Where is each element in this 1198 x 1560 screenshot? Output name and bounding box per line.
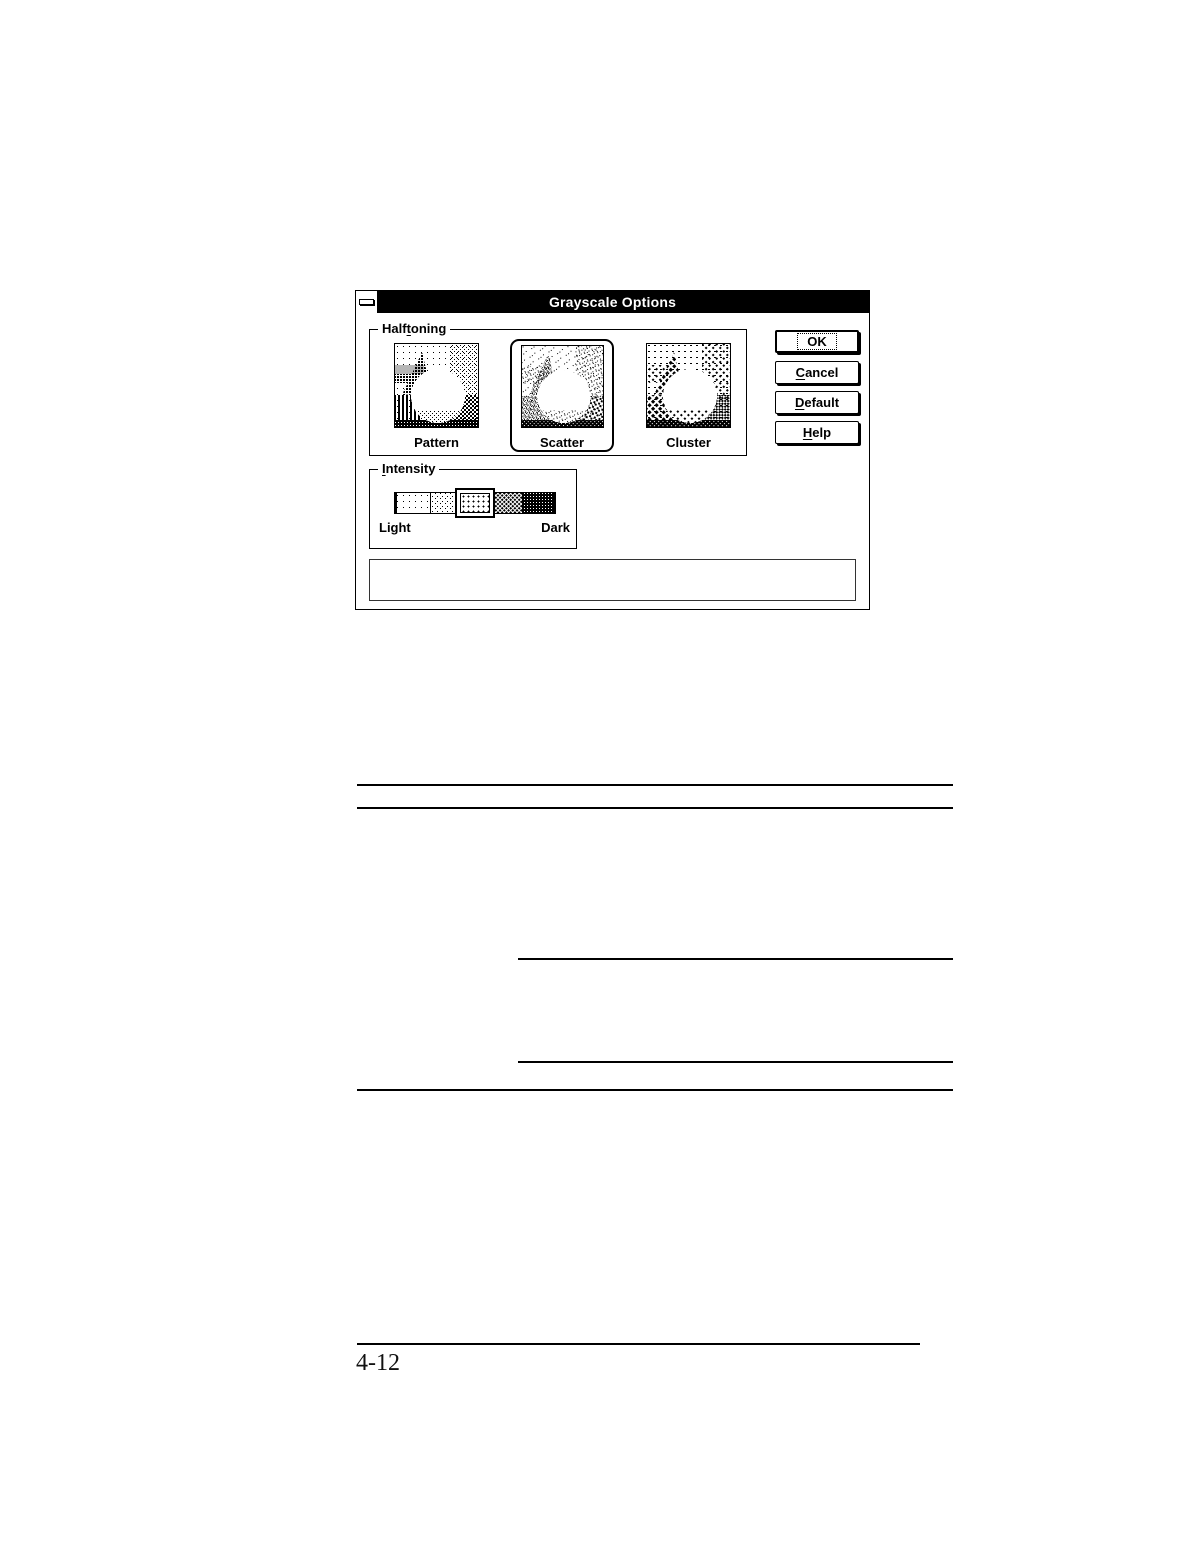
footer-rule	[357, 1343, 920, 1345]
description-box	[369, 559, 856, 601]
control-menu-icon	[359, 299, 374, 305]
halftoning-option-pattern[interactable]	[384, 343, 489, 450]
dark-label: Dark	[541, 520, 570, 535]
intensity-group	[369, 461, 577, 549]
table-top-rule	[357, 784, 953, 786]
cancel-button-label: Cancel	[795, 365, 839, 380]
scatter-preview-image	[520, 345, 605, 428]
halftoning-option-scatter[interactable]	[510, 339, 614, 452]
table-row-rule-2	[518, 1061, 953, 1063]
ok-button-focus: OK	[797, 333, 837, 350]
page-number: 4-12	[356, 1350, 400, 1376]
help-button[interactable]	[775, 421, 859, 444]
table-bottom-rule	[357, 1089, 953, 1091]
light-label: Light	[379, 520, 411, 535]
cancel-button[interactable]	[775, 361, 859, 384]
control-menu-button[interactable]	[356, 291, 378, 313]
default-button-label: Default	[794, 395, 840, 410]
table-header-rule	[357, 807, 953, 809]
intensity-slider-thumb-face	[460, 493, 490, 513]
table-row-rule-1	[518, 958, 953, 960]
halftoning-option-cluster[interactable]	[636, 343, 741, 450]
halftoning-group	[369, 321, 747, 456]
ok-button[interactable]	[775, 330, 859, 353]
help-button-label: Help	[802, 425, 832, 440]
pattern-option-label: Pattern	[414, 435, 459, 450]
cluster-option-label: Cluster	[666, 435, 711, 450]
halftoning-group-label: Halftoning	[378, 321, 450, 336]
cluster-preview-image	[646, 343, 731, 428]
pattern-preview-image	[394, 343, 479, 428]
intensity-slider-thumb[interactable]	[455, 488, 495, 518]
scatter-option-label: Scatter	[539, 435, 585, 450]
default-button[interactable]	[775, 391, 859, 414]
dialog-title: Grayscale Options	[548, 294, 677, 310]
intensity-group-label: Intensity	[378, 461, 439, 476]
dialog-titlebar[interactable]	[356, 291, 869, 313]
grayscale-options-dialog	[355, 290, 870, 610]
